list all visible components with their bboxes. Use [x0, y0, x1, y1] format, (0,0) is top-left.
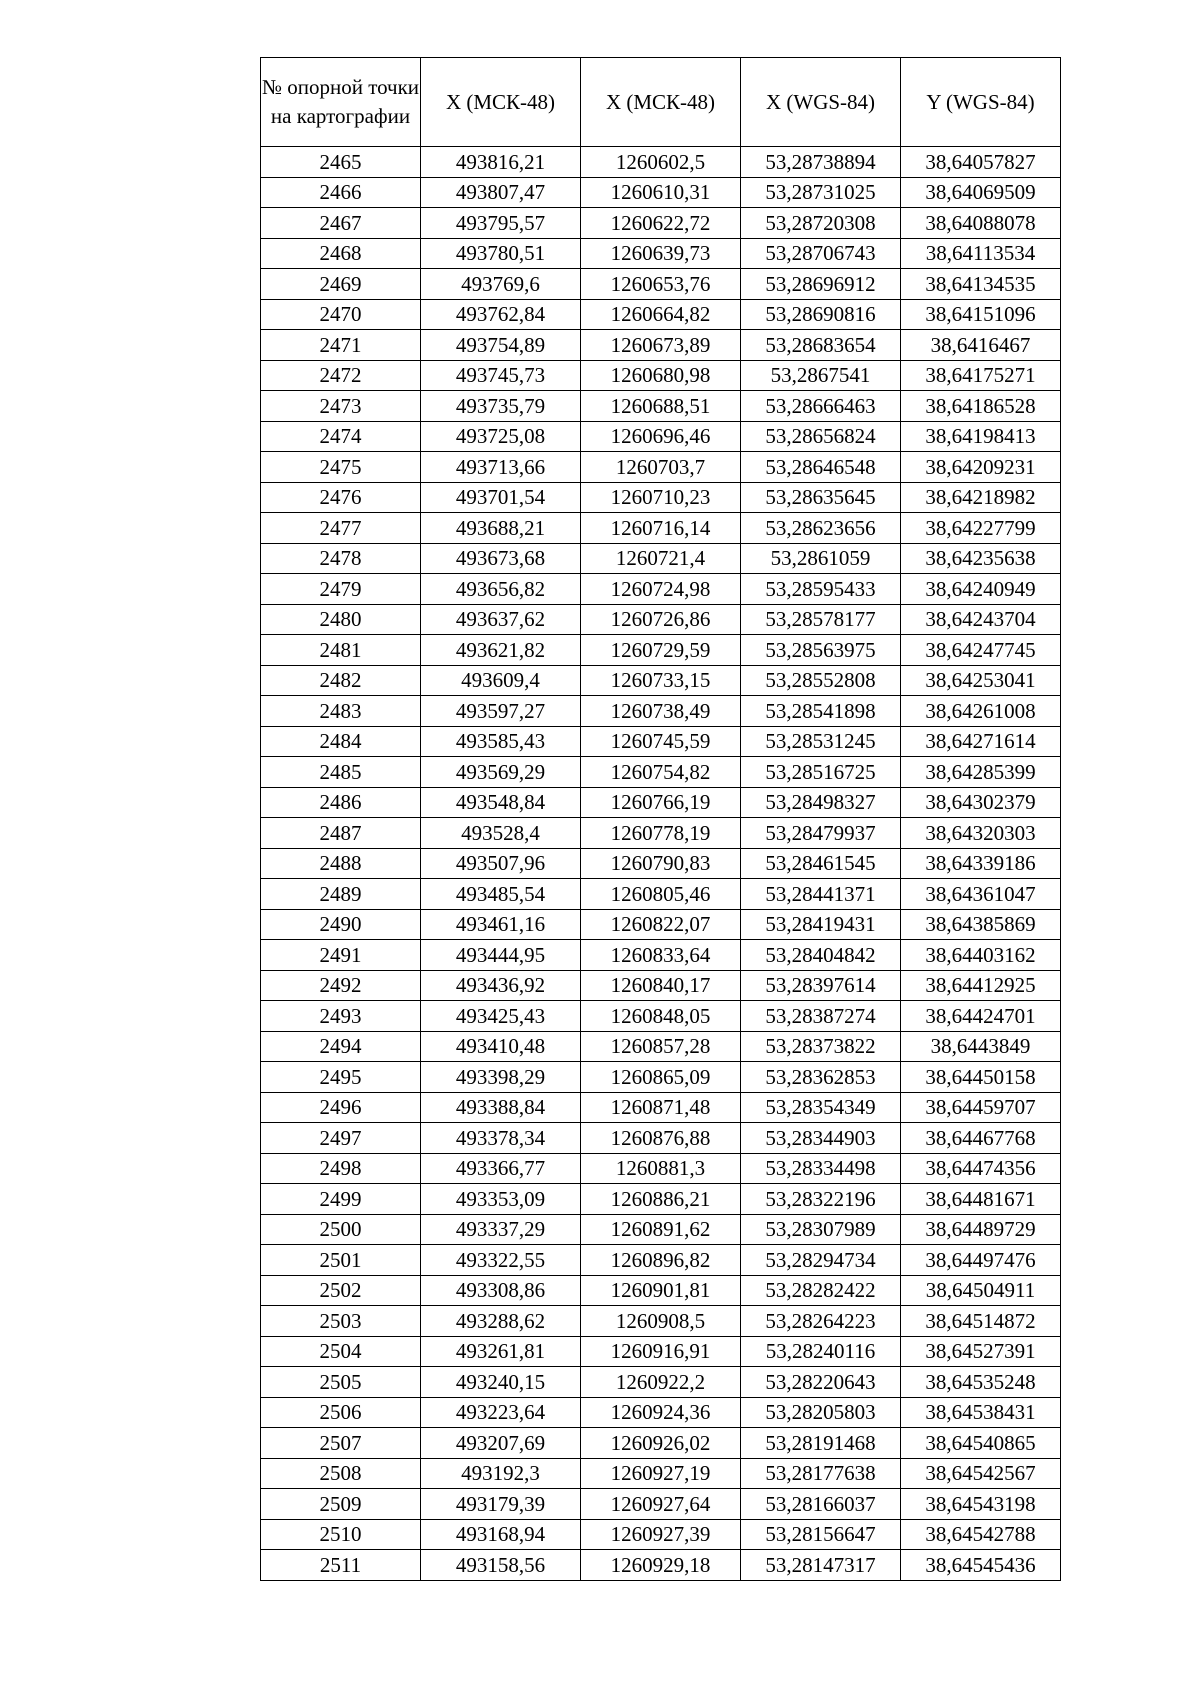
cell-x-msk48: 493179,39 — [421, 1489, 581, 1520]
cell-y-wgs84: 38,6416467 — [901, 330, 1061, 361]
header-point-number: № опорной точки на картографии — [261, 58, 421, 147]
cell-point-number: 2477 — [261, 513, 421, 544]
cell-point-number: 2489 — [261, 879, 421, 910]
cell-x-wgs84: 53,28563975 — [741, 635, 901, 666]
cell-x-msk48-second: 1260766,19 — [581, 787, 741, 818]
table-row — [261, 787, 1061, 818]
cell-x-msk48: 493656,82 — [421, 574, 581, 605]
cell-point-number: 2482 — [261, 665, 421, 696]
table-row — [261, 726, 1061, 757]
cell-y-wgs84: 38,64361047 — [901, 879, 1061, 910]
cell-x-msk48-second: 1260886,21 — [581, 1184, 741, 1215]
cell-point-number: 2509 — [261, 1489, 421, 1520]
cell-y-wgs84: 38,64535248 — [901, 1367, 1061, 1398]
cell-x-msk48-second: 1260924,36 — [581, 1397, 741, 1428]
cell-x-wgs84: 53,28166037 — [741, 1489, 901, 1520]
cell-point-number: 2491 — [261, 940, 421, 971]
table-row — [261, 208, 1061, 239]
cell-x-msk48-second: 1260857,28 — [581, 1031, 741, 1062]
cell-y-wgs84: 38,64243704 — [901, 604, 1061, 635]
cell-x-msk48: 493688,21 — [421, 513, 581, 544]
cell-y-wgs84: 38,64151096 — [901, 299, 1061, 330]
table-row — [261, 238, 1061, 269]
cell-x-wgs84: 53,28147317 — [741, 1550, 901, 1581]
table-body — [261, 147, 1061, 1581]
table-row — [261, 1367, 1061, 1398]
cell-y-wgs84: 38,64285399 — [901, 757, 1061, 788]
cell-x-wgs84: 53,28635645 — [741, 482, 901, 513]
cell-x-msk48: 493337,29 — [421, 1214, 581, 1245]
cell-x-wgs84: 53,2867541 — [741, 360, 901, 391]
cell-x-wgs84: 53,28240116 — [741, 1336, 901, 1367]
cell-x-wgs84: 53,28578177 — [741, 604, 901, 635]
cell-x-wgs84: 53,28706743 — [741, 238, 901, 269]
cell-x-msk48: 493322,55 — [421, 1245, 581, 1276]
cell-point-number: 2510 — [261, 1519, 421, 1550]
cell-x-wgs84: 53,28516725 — [741, 757, 901, 788]
cell-x-msk48: 493223,64 — [421, 1397, 581, 1428]
table-row — [261, 665, 1061, 696]
cell-x-msk48: 493158,56 — [421, 1550, 581, 1581]
cell-x-msk48-second: 1260729,59 — [581, 635, 741, 666]
cell-x-msk48: 493637,62 — [421, 604, 581, 635]
cell-x-msk48-second: 1260871,48 — [581, 1092, 741, 1123]
cell-x-wgs84: 53,28191468 — [741, 1428, 901, 1459]
cell-point-number: 2502 — [261, 1275, 421, 1306]
cell-point-number: 2499 — [261, 1184, 421, 1215]
cell-y-wgs84: 38,64209231 — [901, 452, 1061, 483]
cell-x-msk48-second: 1260929,18 — [581, 1550, 741, 1581]
table-row — [261, 818, 1061, 849]
table-row — [261, 360, 1061, 391]
cell-y-wgs84: 38,64240949 — [901, 574, 1061, 605]
cell-x-wgs84: 53,28282422 — [741, 1275, 901, 1306]
table-header — [261, 58, 1061, 147]
cell-x-wgs84: 53,28373822 — [741, 1031, 901, 1062]
cell-x-msk48: 493745,73 — [421, 360, 581, 391]
cell-x-wgs84: 53,28404842 — [741, 940, 901, 971]
cell-x-wgs84: 53,28498327 — [741, 787, 901, 818]
cell-y-wgs84: 38,64542788 — [901, 1519, 1061, 1550]
cell-x-msk48-second: 1260927,39 — [581, 1519, 741, 1550]
cell-y-wgs84: 38,64514872 — [901, 1306, 1061, 1337]
cell-point-number: 2472 — [261, 360, 421, 391]
cell-x-msk48-second: 1260721,4 — [581, 543, 741, 574]
cell-y-wgs84: 38,64504911 — [901, 1275, 1061, 1306]
cell-point-number: 2476 — [261, 482, 421, 513]
cell-x-wgs84: 53,28720308 — [741, 208, 901, 239]
cell-x-msk48-second: 1260738,49 — [581, 696, 741, 727]
cell-x-wgs84: 53,28646548 — [741, 452, 901, 483]
cell-x-wgs84: 53,28387274 — [741, 1001, 901, 1032]
cell-x-msk48: 493378,34 — [421, 1123, 581, 1154]
cell-x-msk48-second: 1260865,09 — [581, 1062, 741, 1093]
cell-y-wgs84: 38,64540865 — [901, 1428, 1061, 1459]
cell-point-number: 2468 — [261, 238, 421, 269]
cell-x-msk48: 493507,96 — [421, 848, 581, 879]
cell-x-msk48-second: 1260840,17 — [581, 970, 741, 1001]
table-row — [261, 543, 1061, 574]
cell-x-wgs84: 53,2861059 — [741, 543, 901, 574]
table-row — [261, 879, 1061, 910]
cell-x-wgs84: 53,28334498 — [741, 1153, 901, 1184]
cell-point-number: 2506 — [261, 1397, 421, 1428]
cell-y-wgs84: 38,64412925 — [901, 970, 1061, 1001]
cell-point-number: 2471 — [261, 330, 421, 361]
cell-x-wgs84: 53,28531245 — [741, 726, 901, 757]
cell-y-wgs84: 38,64134535 — [901, 269, 1061, 300]
cell-x-msk48-second: 1260703,7 — [581, 452, 741, 483]
cell-x-msk48: 493528,4 — [421, 818, 581, 849]
cell-x-msk48: 493673,68 — [421, 543, 581, 574]
cell-point-number: 2486 — [261, 787, 421, 818]
cell-x-msk48-second: 1260908,5 — [581, 1306, 741, 1337]
header-x-msk48-second: X (МСК-48) — [581, 58, 741, 147]
cell-point-number: 2501 — [261, 1245, 421, 1276]
table-row — [261, 1397, 1061, 1428]
cell-x-msk48-second: 1260716,14 — [581, 513, 741, 544]
cell-x-msk48: 493207,69 — [421, 1428, 581, 1459]
cell-y-wgs84: 38,64527391 — [901, 1336, 1061, 1367]
cell-point-number: 2475 — [261, 452, 421, 483]
cell-x-wgs84: 53,28738894 — [741, 147, 901, 178]
table-row — [261, 970, 1061, 1001]
table-row — [261, 1245, 1061, 1276]
table-row — [261, 513, 1061, 544]
cell-point-number: 2496 — [261, 1092, 421, 1123]
cell-x-msk48: 493261,81 — [421, 1336, 581, 1367]
cell-x-msk48-second: 1260653,76 — [581, 269, 741, 300]
cell-x-msk48: 493754,89 — [421, 330, 581, 361]
cell-x-wgs84: 53,28220643 — [741, 1367, 901, 1398]
cell-x-msk48: 493444,95 — [421, 940, 581, 971]
cell-point-number: 2479 — [261, 574, 421, 605]
table-row — [261, 1062, 1061, 1093]
cell-x-msk48-second: 1260688,51 — [581, 391, 741, 422]
table-row — [261, 574, 1061, 605]
cell-y-wgs84: 38,64057827 — [901, 147, 1061, 178]
cell-point-number: 2511 — [261, 1550, 421, 1581]
cell-x-msk48: 493388,84 — [421, 1092, 581, 1123]
cell-x-msk48: 493288,62 — [421, 1306, 581, 1337]
cell-y-wgs84: 38,64320303 — [901, 818, 1061, 849]
cell-x-wgs84: 53,28656824 — [741, 421, 901, 452]
table-row — [261, 1153, 1061, 1184]
cell-x-msk48-second: 1260881,3 — [581, 1153, 741, 1184]
cell-x-msk48: 493425,43 — [421, 1001, 581, 1032]
cell-point-number: 2487 — [261, 818, 421, 849]
cell-x-wgs84: 53,28595433 — [741, 574, 901, 605]
cell-x-wgs84: 53,28690816 — [741, 299, 901, 330]
table-row — [261, 1275, 1061, 1306]
cell-x-msk48-second: 1260778,19 — [581, 818, 741, 849]
cell-point-number: 2504 — [261, 1336, 421, 1367]
table-row — [261, 1214, 1061, 1245]
cell-x-msk48-second: 1260822,07 — [581, 909, 741, 940]
cell-x-wgs84: 53,28294734 — [741, 1245, 901, 1276]
table-row — [261, 1001, 1061, 1032]
cell-y-wgs84: 38,6443849 — [901, 1031, 1061, 1062]
cell-x-msk48: 493366,77 — [421, 1153, 581, 1184]
cell-y-wgs84: 38,64247745 — [901, 635, 1061, 666]
cell-y-wgs84: 38,64175271 — [901, 360, 1061, 391]
table-row — [261, 909, 1061, 940]
table-row — [261, 1123, 1061, 1154]
cell-x-msk48: 493701,54 — [421, 482, 581, 513]
header-x-msk48: X (МСК-48) — [421, 58, 581, 147]
cell-x-wgs84: 53,28696912 — [741, 269, 901, 300]
cell-y-wgs84: 38,64186528 — [901, 391, 1061, 422]
cell-point-number: 2470 — [261, 299, 421, 330]
cell-x-msk48-second: 1260891,62 — [581, 1214, 741, 1245]
cell-x-msk48-second: 1260724,98 — [581, 574, 741, 605]
cell-x-msk48-second: 1260733,15 — [581, 665, 741, 696]
table-row — [261, 1550, 1061, 1581]
table-row — [261, 391, 1061, 422]
cell-y-wgs84: 38,64218982 — [901, 482, 1061, 513]
cell-x-msk48-second: 1260745,59 — [581, 726, 741, 757]
cell-x-wgs84: 53,28322196 — [741, 1184, 901, 1215]
cell-point-number: 2474 — [261, 421, 421, 452]
cell-x-msk48-second: 1260922,2 — [581, 1367, 741, 1398]
cell-point-number: 2497 — [261, 1123, 421, 1154]
cell-y-wgs84: 38,64261008 — [901, 696, 1061, 727]
cell-x-wgs84: 53,28623656 — [741, 513, 901, 544]
cell-x-msk48-second: 1260926,02 — [581, 1428, 741, 1459]
cell-x-wgs84: 53,28683654 — [741, 330, 901, 361]
cell-x-wgs84: 53,28552808 — [741, 665, 901, 696]
cell-point-number: 2478 — [261, 543, 421, 574]
cell-x-msk48: 493735,79 — [421, 391, 581, 422]
cell-y-wgs84: 38,64385869 — [901, 909, 1061, 940]
cell-x-msk48-second: 1260673,89 — [581, 330, 741, 361]
cell-y-wgs84: 38,64497476 — [901, 1245, 1061, 1276]
cell-x-msk48-second: 1260805,46 — [581, 879, 741, 910]
cell-point-number: 2507 — [261, 1428, 421, 1459]
table-row — [261, 1092, 1061, 1123]
table-row — [261, 940, 1061, 971]
table-row — [261, 299, 1061, 330]
cell-x-wgs84: 53,28397614 — [741, 970, 901, 1001]
table-row — [261, 147, 1061, 178]
cell-point-number: 2508 — [261, 1458, 421, 1489]
cell-x-msk48: 493762,84 — [421, 299, 581, 330]
table-row — [261, 1519, 1061, 1550]
cell-point-number: 2492 — [261, 970, 421, 1001]
cell-point-number: 2485 — [261, 757, 421, 788]
cell-y-wgs84: 38,64302379 — [901, 787, 1061, 818]
cell-x-msk48-second: 1260927,19 — [581, 1458, 741, 1489]
cell-point-number: 2481 — [261, 635, 421, 666]
cell-y-wgs84: 38,64467768 — [901, 1123, 1061, 1154]
cell-x-msk48-second: 1260916,91 — [581, 1336, 741, 1367]
table-row — [261, 604, 1061, 635]
table-row — [261, 1336, 1061, 1367]
cell-point-number: 2495 — [261, 1062, 421, 1093]
cell-x-msk48-second: 1260610,31 — [581, 177, 741, 208]
cell-x-msk48-second: 1260680,98 — [581, 360, 741, 391]
cell-x-msk48-second: 1260639,73 — [581, 238, 741, 269]
cell-x-wgs84: 53,28666463 — [741, 391, 901, 422]
cell-point-number: 2500 — [261, 1214, 421, 1245]
cell-x-msk48: 493548,84 — [421, 787, 581, 818]
cell-x-msk48: 493240,15 — [421, 1367, 581, 1398]
cell-y-wgs84: 38,64543198 — [901, 1489, 1061, 1520]
cell-y-wgs84: 38,64450158 — [901, 1062, 1061, 1093]
cell-point-number: 2483 — [261, 696, 421, 727]
cell-x-msk48-second: 1260896,82 — [581, 1245, 741, 1276]
cell-x-msk48-second: 1260848,05 — [581, 1001, 741, 1032]
cell-x-wgs84: 53,28541898 — [741, 696, 901, 727]
cell-x-msk48: 493436,92 — [421, 970, 581, 1001]
header-row — [261, 58, 1061, 147]
cell-x-msk48: 493569,29 — [421, 757, 581, 788]
cell-x-msk48-second: 1260602,5 — [581, 147, 741, 178]
cell-y-wgs84: 38,64424701 — [901, 1001, 1061, 1032]
cell-x-wgs84: 53,28441371 — [741, 879, 901, 910]
cell-x-wgs84: 53,28307989 — [741, 1214, 901, 1245]
cell-x-wgs84: 53,28156647 — [741, 1519, 901, 1550]
cell-point-number: 2480 — [261, 604, 421, 635]
table-row — [261, 177, 1061, 208]
cell-point-number: 2469 — [261, 269, 421, 300]
cell-y-wgs84: 38,64088078 — [901, 208, 1061, 239]
cell-x-msk48-second: 1260726,86 — [581, 604, 741, 635]
cell-y-wgs84: 38,64227799 — [901, 513, 1061, 544]
table-row — [261, 421, 1061, 452]
cell-point-number: 2473 — [261, 391, 421, 422]
cell-x-msk48: 493769,6 — [421, 269, 581, 300]
cell-x-msk48-second: 1260664,82 — [581, 299, 741, 330]
header-y-wgs84: Y (WGS-84) — [901, 58, 1061, 147]
cell-x-msk48: 493780,51 — [421, 238, 581, 269]
table-row — [261, 1489, 1061, 1520]
cell-x-msk48: 493713,66 — [421, 452, 581, 483]
cell-x-msk48: 493795,57 — [421, 208, 581, 239]
cell-point-number: 2484 — [261, 726, 421, 757]
cell-point-number: 2505 — [261, 1367, 421, 1398]
table-row — [261, 1428, 1061, 1459]
cell-x-msk48: 493353,09 — [421, 1184, 581, 1215]
cell-x-msk48: 493398,29 — [421, 1062, 581, 1093]
cell-x-msk48-second: 1260927,64 — [581, 1489, 741, 1520]
cell-x-msk48: 493609,4 — [421, 665, 581, 696]
table-row — [261, 330, 1061, 361]
cell-x-wgs84: 53,28354349 — [741, 1092, 901, 1123]
cell-x-msk48: 493410,48 — [421, 1031, 581, 1062]
cell-x-msk48: 493585,43 — [421, 726, 581, 757]
cell-point-number: 2503 — [261, 1306, 421, 1337]
cell-y-wgs84: 38,64481671 — [901, 1184, 1061, 1215]
cell-x-wgs84: 53,28419431 — [741, 909, 901, 940]
table-row — [261, 269, 1061, 300]
cell-x-wgs84: 53,28362853 — [741, 1062, 901, 1093]
cell-y-wgs84: 38,64459707 — [901, 1092, 1061, 1123]
cell-x-msk48: 493807,47 — [421, 177, 581, 208]
cell-x-wgs84: 53,28177638 — [741, 1458, 901, 1489]
cell-x-msk48: 493461,16 — [421, 909, 581, 940]
cell-y-wgs84: 38,64113534 — [901, 238, 1061, 269]
cell-point-number: 2465 — [261, 147, 421, 178]
cell-y-wgs84: 38,64339186 — [901, 848, 1061, 879]
cell-x-msk48-second: 1260622,72 — [581, 208, 741, 239]
cell-x-msk48: 493621,82 — [421, 635, 581, 666]
header-x-wgs84: X (WGS-84) — [741, 58, 901, 147]
cell-y-wgs84: 38,64403162 — [901, 940, 1061, 971]
cell-y-wgs84: 38,64542567 — [901, 1458, 1061, 1489]
cell-x-wgs84: 53,28479937 — [741, 818, 901, 849]
cell-x-msk48: 493308,86 — [421, 1275, 581, 1306]
cell-x-msk48: 493192,3 — [421, 1458, 581, 1489]
cell-x-wgs84: 53,28264223 — [741, 1306, 901, 1337]
cell-y-wgs84: 38,64069509 — [901, 177, 1061, 208]
cell-x-msk48: 493597,27 — [421, 696, 581, 727]
cell-y-wgs84: 38,64271614 — [901, 726, 1061, 757]
cell-x-wgs84: 53,28205803 — [741, 1397, 901, 1428]
table-row — [261, 1184, 1061, 1215]
table-row — [261, 696, 1061, 727]
cell-point-number: 2466 — [261, 177, 421, 208]
cell-x-msk48-second: 1260790,83 — [581, 848, 741, 879]
cell-x-msk48: 493485,54 — [421, 879, 581, 910]
cell-y-wgs84: 38,64538431 — [901, 1397, 1061, 1428]
cell-y-wgs84: 38,64545436 — [901, 1550, 1061, 1581]
coordinates-table — [260, 57, 1061, 1581]
table-row — [261, 452, 1061, 483]
cell-x-msk48: 493725,08 — [421, 421, 581, 452]
cell-x-msk48-second: 1260754,82 — [581, 757, 741, 788]
cell-x-msk48-second: 1260833,64 — [581, 940, 741, 971]
cell-point-number: 2490 — [261, 909, 421, 940]
cell-y-wgs84: 38,64253041 — [901, 665, 1061, 696]
cell-x-msk48-second: 1260901,81 — [581, 1275, 741, 1306]
cell-x-msk48-second: 1260696,46 — [581, 421, 741, 452]
table-row — [261, 482, 1061, 513]
cell-x-msk48: 493168,94 — [421, 1519, 581, 1550]
cell-x-wgs84: 53,28461545 — [741, 848, 901, 879]
cell-point-number: 2493 — [261, 1001, 421, 1032]
table-row — [261, 848, 1061, 879]
table-row — [261, 635, 1061, 666]
table-row — [261, 1458, 1061, 1489]
cell-x-msk48-second: 1260876,88 — [581, 1123, 741, 1154]
cell-y-wgs84: 38,64474356 — [901, 1153, 1061, 1184]
table-row — [261, 1031, 1061, 1062]
cell-point-number: 2498 — [261, 1153, 421, 1184]
cell-x-msk48-second: 1260710,23 — [581, 482, 741, 513]
cell-y-wgs84: 38,64198413 — [901, 421, 1061, 452]
cell-x-wgs84: 53,28344903 — [741, 1123, 901, 1154]
cell-x-wgs84: 53,28731025 — [741, 177, 901, 208]
table-row — [261, 757, 1061, 788]
cell-point-number: 2488 — [261, 848, 421, 879]
cell-y-wgs84: 38,64235638 — [901, 543, 1061, 574]
cell-y-wgs84: 38,64489729 — [901, 1214, 1061, 1245]
cell-point-number: 2494 — [261, 1031, 421, 1062]
table-row — [261, 1306, 1061, 1337]
cell-x-msk48: 493816,21 — [421, 147, 581, 178]
cell-point-number: 2467 — [261, 208, 421, 239]
